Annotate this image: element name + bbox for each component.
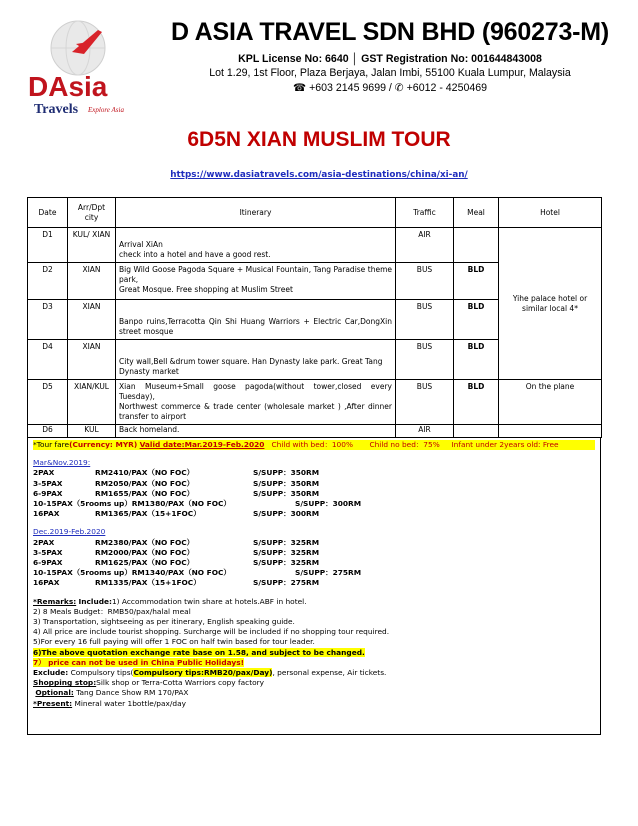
row-traffic: BUS	[396, 380, 454, 425]
include-label: Include:	[78, 596, 112, 606]
remark-4: 4) All price are include tourist shopping. Surcharge will be included if no shopping tour required.	[33, 627, 390, 637]
row-city: XIAN	[68, 263, 116, 300]
row-city: KUL/ XIAN	[68, 228, 116, 263]
price: RM2000/PAX（NO FOC）	[95, 547, 195, 557]
exclude-line	[33, 668, 595, 678]
remark-5: 5)For every 16 full paying will offer 1 FOC on half twin based for tour leader.	[33, 637, 315, 647]
row-traffic: AIR	[396, 425, 454, 438]
price: RM1365/PAX（15+1FOC）	[95, 509, 201, 519]
row-itinerary: City wall,Bell &drum tower square. Han Dynasty lake park. Great Tang Dynasty market	[116, 340, 396, 380]
row-meal: BLD	[454, 300, 499, 340]
row-city: KUL	[68, 425, 116, 438]
price: RM1625/PAX（NO FOC）	[95, 558, 195, 568]
row-meal	[454, 425, 499, 438]
phone-line: ☎ +603 2145 9699 / ✆ +6012 - 4250469	[292, 82, 488, 94]
logo-wordmark: DAsia	[28, 71, 108, 102]
single-supplement: S/SUPP：275RM	[253, 578, 320, 588]
pax: 16PAX	[33, 578, 60, 588]
single-supplement: S/SUPP：350RM	[253, 468, 320, 478]
pax: 6-9PAX	[33, 488, 63, 498]
row-city: XIAN	[68, 300, 116, 340]
price-row	[33, 509, 595, 519]
price-row	[33, 538, 595, 548]
shopping-line	[33, 678, 595, 688]
single-supplement: S/SUPP：300RM	[295, 499, 362, 509]
present-text: Mineral water 1bottle/pax/day	[74, 698, 186, 708]
pax: 2PAX	[33, 468, 55, 478]
logo-tagline: Explore Asia	[88, 106, 124, 114]
child-no-bed: Child no bed：75%	[369, 440, 440, 449]
row-itinerary: Arrival XiAn check into a hotel and have a good rest.	[116, 228, 396, 263]
infant-fare: Infant under 2years old: Free	[451, 440, 559, 449]
single-supplement: S/SUPP：275RM	[295, 568, 362, 578]
row-date: D3	[28, 300, 68, 340]
period-2-title: Dec.2019-Feb.2020	[33, 527, 106, 537]
shopping-text: Silk shop or Terra-Cotta Warriors copy factory	[96, 678, 265, 688]
header-date: Date	[28, 198, 68, 228]
remark-7-text: 7） price can not be used in China Public Holidays!	[33, 657, 244, 667]
tour-title: 6D5N XIAN MUSLIM TOUR	[187, 128, 451, 151]
fare-header	[33, 440, 595, 450]
itinerary-table	[27, 197, 602, 438]
row-traffic: BUS	[396, 300, 454, 340]
exclude-highlight: Compulsory tips:RMB20/pax/Day)	[133, 668, 273, 678]
logo-subtitle: Travels	[34, 102, 79, 117]
fare-currency: (Currency: MYR)	[69, 440, 138, 449]
hotel-cell-d5: On the plane	[499, 380, 602, 425]
row-meal: BLD	[454, 263, 499, 300]
exclude-label: Exclude:	[33, 668, 69, 678]
tour-link[interactable]: https://www.dasiatravels.com/asia-destinations/china/xi-an/	[170, 170, 468, 180]
single-supplement: S/SUPP：325RM	[253, 558, 320, 568]
pax: 3-5PAX	[33, 478, 63, 488]
header-hotel: Hotel	[499, 198, 602, 228]
header-traffic: Traffic	[396, 198, 454, 228]
remark-6-text: 6)The above quotation exchange rate base on 1.58, and subject to be changed.	[33, 647, 365, 657]
fares-and-remarks	[27, 438, 601, 735]
table-row	[28, 380, 602, 425]
license-line: KPL License No: 6640 │ GST Registration No: 001644843008	[238, 53, 542, 65]
fare-label: *Tour fare	[33, 440, 70, 449]
row-city: XIAN/KUL	[68, 380, 116, 425]
row-traffic: AIR	[396, 228, 454, 263]
row-date: D5	[28, 380, 68, 425]
pax: 2PAX	[33, 537, 55, 547]
pax-and-price: 10-15PAX（5rooms up）RM1380/PAX（NO FOC）	[33, 499, 231, 509]
pax: 3-5PAX	[33, 547, 63, 557]
row-meal: BLD	[454, 340, 499, 380]
price: RM2050/PAX（NO FOC）	[95, 478, 195, 488]
exclude-text-a: Compulsory tips(	[70, 668, 134, 678]
price-row	[33, 479, 595, 489]
price: RM2380/PAX（NO FOC）	[95, 537, 195, 547]
row-meal: BLD	[454, 380, 499, 425]
price-row	[33, 499, 595, 509]
hotel-cell-d6	[499, 425, 602, 438]
present-label: *Present:	[33, 698, 73, 708]
row-city: XIAN	[68, 340, 116, 380]
header-meal: Meal	[454, 198, 499, 228]
remark-2: 2) 8 Meals Budget：RMB50/pax/halal meal	[33, 606, 191, 616]
row-itinerary: Banpo ruins,Terracotta Qin Shi Huang Warriors + Electric Car,DongXin street mosque	[116, 300, 396, 340]
row-traffic: BUS	[396, 340, 454, 380]
pax: 16PAX	[33, 509, 60, 519]
period-1-title: Mar&Nov.2019:	[33, 458, 91, 468]
remark-1: 1) Accommodation twin share at hotels.ABF in hotel.	[111, 596, 307, 606]
remark-7	[33, 658, 595, 668]
optional-line	[33, 688, 595, 698]
remarks-label: *Remarks:	[33, 596, 77, 606]
price: RM2410/PAX（NO FOC）	[95, 468, 195, 478]
optional-text: Tang Dance Show RM 170/PAX	[76, 688, 189, 698]
price-row	[33, 489, 595, 499]
hotel-cell: Yihe palace hotel or similar local 4*	[499, 228, 602, 380]
remark-3: 3) Transportation, sightseeing as per itinerary, English speaking guide.	[33, 617, 295, 627]
row-itinerary: Xian Museum+Small goose pagoda(without tower,closed every Tuesday), Northwest commerce & trade center (wholesale market ) ,After dinner transfer to airport	[116, 380, 396, 425]
optional-label: Optional:	[35, 688, 74, 698]
price-row	[33, 568, 595, 578]
single-supplement: S/SUPP：325RM	[253, 537, 320, 547]
remark-6	[33, 648, 595, 658]
table-row	[28, 228, 602, 263]
table-row	[28, 425, 602, 438]
row-meal	[454, 228, 499, 263]
pax: 6-9PAX	[33, 558, 63, 568]
single-supplement: S/SUPP：350RM	[253, 478, 320, 488]
single-supplement: S/SUPP：300RM	[253, 509, 320, 519]
row-date: D4	[28, 340, 68, 380]
fare-valid-date: Valid date:Mar.2019-Feb.2020	[139, 440, 265, 449]
company-name: D ASIA TRAVEL SDN BHD (960273-M)	[170, 18, 610, 46]
price-row	[33, 558, 595, 568]
price: RM1335/PAX（15+1FOC）	[95, 578, 201, 588]
price: RM1655/PAX（NO FOC）	[95, 488, 195, 498]
remarks-include	[33, 597, 595, 607]
price-row	[33, 548, 595, 558]
row-date: D6	[28, 425, 68, 438]
table-header-row	[28, 198, 602, 228]
child-with-bed: Child with bed：100%	[271, 440, 353, 449]
pax-and-price: 10-15PAX（5rooms up）RM1340/PAX（NO FOC）	[33, 568, 231, 578]
exclude-text-b: , personal expense, Air tickets.	[272, 668, 387, 678]
present-line	[33, 699, 595, 709]
row-date: D1	[28, 228, 68, 263]
row-date: D2	[28, 263, 68, 300]
single-supplement: S/SUPP：350RM	[253, 488, 320, 498]
address-line: Lot 1.29, 1st Floor, Plaza Berjaya, Jalan Imbi, 55100 Kuala Lumpur, Malaysia	[209, 67, 571, 79]
single-supplement: S/SUPP：325RM	[253, 547, 320, 557]
header-city: Arr/Dpt city	[68, 198, 116, 228]
row-traffic: BUS	[396, 263, 454, 300]
price-row	[33, 468, 595, 478]
shopping-label: Shopping stop:	[33, 678, 97, 688]
price-row	[33, 578, 595, 588]
row-itinerary: Big Wild Goose Pagoda Square + Musical Fountain, Tang Paradise theme park, Great Mosque. Free shopping at Muslim Street	[116, 263, 396, 300]
header-itinerary: Itinerary	[116, 198, 396, 228]
row-itinerary: Back homeland.	[116, 425, 396, 438]
